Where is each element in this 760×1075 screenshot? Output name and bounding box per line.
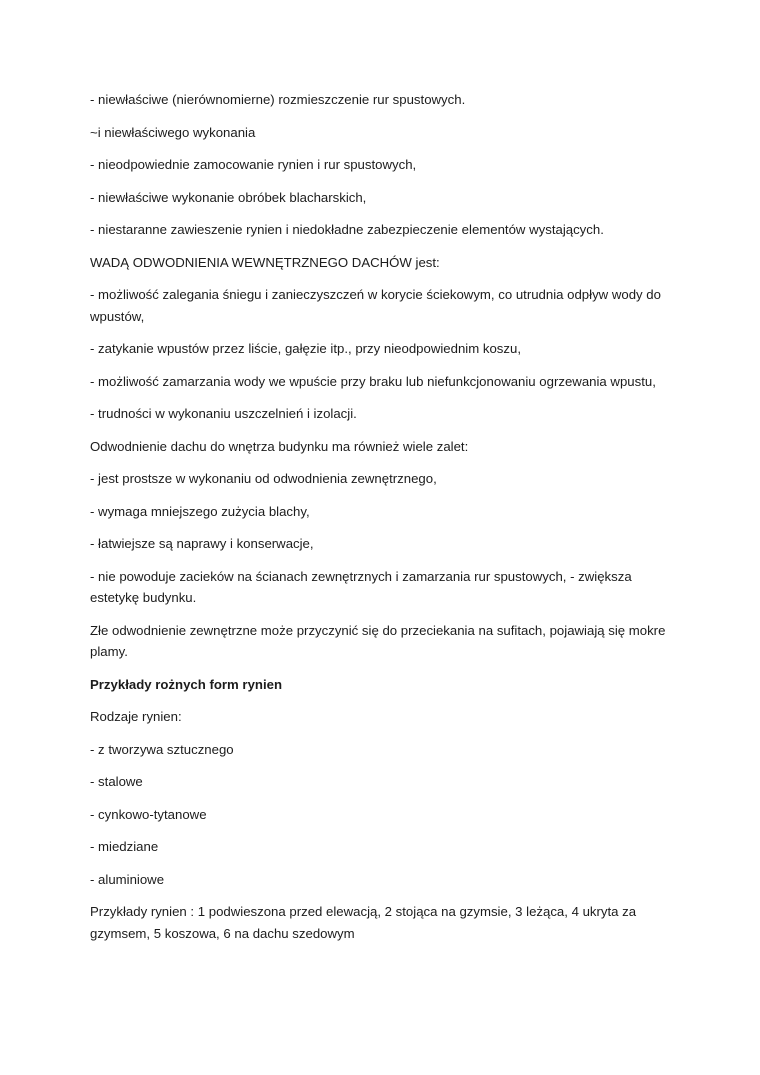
section-heading-gutter-forms: Przykłady rożnych form rynien [90, 676, 283, 692]
list-item-zinc-titanium: - cynkowo-tytanowe [90, 806, 207, 822]
list-item-plastic: - z tworzywa sztucznego [90, 741, 234, 757]
paragraph-flashing: - niewłaściwe wykonanie obróbek blacharskich, [90, 189, 367, 205]
paragraph-easier-repairs: - łatwiejsze są naprawy i konserwacje, [90, 536, 314, 551]
paragraph-improper-mounting: - nieodpowiednie zamocowanie rynien i rur spustowych, [90, 157, 417, 172]
paragraph-internal-drainage-heading: WADĄ ODWODNIENIA WEWNĘTRZNEGO DACHÓW jest: [90, 254, 440, 270]
paragraph-no-stains: - nie powoduje zacieków na ścianach zewnętrznych i zamarzania rur spustowych, - zwiększa estetykę budynku. [90, 568, 632, 605]
list-item-copper: - miedziane [90, 839, 159, 854]
list-item-steel: - stalowe [90, 774, 143, 789]
paragraph-gutter-types-heading: Rodzaje rynien: [90, 709, 182, 724]
paragraph-careless-hanging: - niestaranne zawieszenie rynien i niedokładne zabezpieczenie elementów wystających. [90, 222, 604, 237]
paragraph-less-sheet: - wymaga mniejszego zużycia blachy, [90, 503, 310, 519]
paragraph-gutter-misplacement: - niewłaściwe (nierównomierne) rozmieszczenie rur spustowych. [90, 92, 466, 107]
paragraph-freezing: - możliwość zamarzania wody we wpuście przy braku lub niefunkcjonowaniu ogrzewania wpustu, [90, 373, 656, 389]
paragraph-clogging: - zatykanie wpustów przez liście, gałęzie itp., przy nieodpowiednim koszu, [90, 341, 521, 356]
paragraph-gutter-examples: Przykłady rynien : 1 podwieszona przed elewacją, 2 stojąca na gzymsie, 3 leżąca, 4 ukryta za gzymsem, 5 koszowa, 6 na dachu szedowym [90, 904, 637, 941]
paragraph-bad-drainage: Złe odwodnienie zewnętrzne może przyczynić się do przeciekania na sufitach, pojawiają się mokre plamy. [90, 622, 666, 659]
list-item-aluminium: - aluminiowe [90, 871, 165, 887]
document-body [90, 89, 680, 955]
paragraph-sealing-difficulty: - trudności w wykonaniu uszczelnień i izolacji. [90, 406, 357, 421]
paragraph-snow-debris: - możliwość zalegania śniegu i zanieczyszczeń w korycie ściekowym, co utrudnia odpływ wody do wpustów, [90, 287, 661, 324]
paragraph-advantages-heading: Odwodnienie dachu do wnętrza budynku ma również wiele zalet: [90, 438, 469, 454]
paragraph-improper-execution-heading: ~i niewłaściwego wykonania [90, 124, 256, 140]
paragraph-simpler: - jest prostsze w wykonaniu od odwodnienia zewnętrznego, [90, 471, 437, 486]
